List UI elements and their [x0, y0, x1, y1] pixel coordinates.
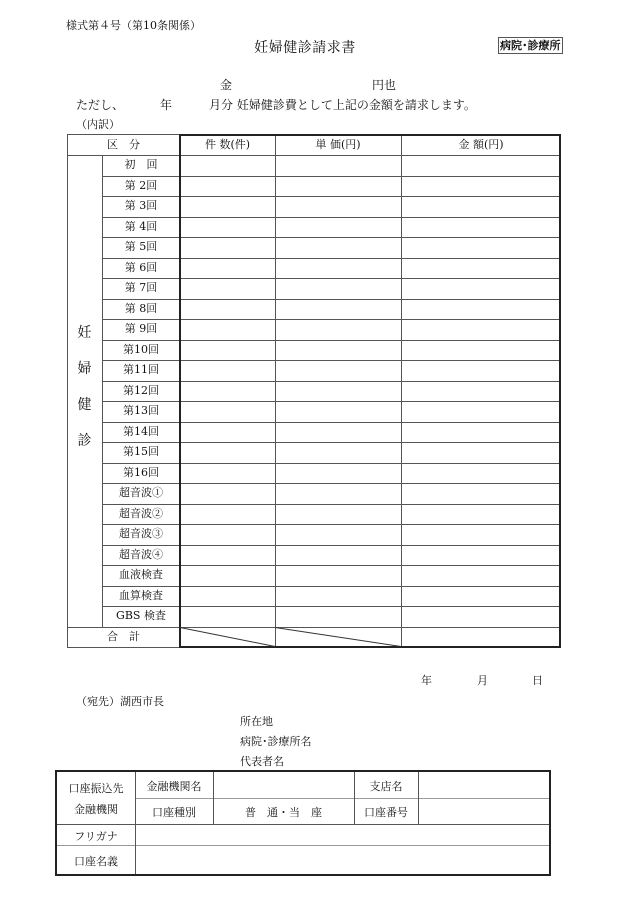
count-cell[interactable] — [181, 483, 275, 504]
row-label: 血算検査 — [119, 588, 163, 602]
unit-price-cell[interactable] — [276, 258, 401, 279]
count-cell[interactable] — [181, 299, 275, 320]
count-cell[interactable] — [181, 504, 275, 525]
row-label: 第13回 — [123, 404, 159, 417]
unit-price-cell[interactable] — [276, 196, 401, 217]
amount-cell[interactable] — [402, 524, 561, 545]
account-holder-label: 口座名義 — [74, 855, 118, 868]
account-type-options[interactable]: 普 通・当 座 — [245, 806, 322, 819]
unit-price-cell[interactable] — [276, 545, 401, 566]
row-label: 第 2回 — [124, 178, 158, 192]
row-label: 第16回 — [123, 465, 159, 479]
branch-name-label: 支店名 — [369, 780, 403, 793]
unit-price-cell[interactable] — [276, 422, 401, 443]
count-cell[interactable] — [181, 237, 275, 258]
amount-cell[interactable] — [402, 196, 561, 217]
account-holder-field[interactable] — [136, 846, 549, 874]
page-title: 妊婦健診請求書 — [254, 40, 356, 56]
count-cell[interactable] — [181, 524, 275, 545]
count-cell[interactable] — [181, 422, 275, 443]
unit-price-cell[interactable] — [276, 606, 401, 627]
column-header: 区 分 — [107, 138, 140, 151]
column-header: 単 価(円) — [315, 138, 361, 151]
row-label: 第 9回 — [124, 322, 158, 335]
count-cell[interactable] — [181, 586, 275, 607]
bank-table — [55, 770, 551, 876]
group-label-char: 妊 — [77, 325, 92, 341]
hospital-name-label: 病院･診療所名 — [240, 735, 312, 748]
row-label: 第 7回 — [124, 281, 158, 294]
proviso-label: ただし、 — [76, 98, 125, 112]
total-label: 合 計 — [107, 629, 140, 643]
amount-cell[interactable] — [402, 565, 561, 586]
amount-cell[interactable] — [402, 483, 561, 504]
addressee: （宛先）湖西市長 — [76, 695, 164, 708]
count-cell[interactable] — [181, 401, 275, 422]
unit-price-cell[interactable] — [276, 524, 401, 545]
date-year-label: 年 — [421, 674, 432, 687]
count-cell[interactable] — [181, 176, 275, 197]
count-cell[interactable] — [181, 463, 275, 484]
row-label: 第11回 — [123, 363, 159, 376]
unit-price-cell[interactable] — [276, 360, 401, 381]
row-label: 第12回 — [123, 383, 159, 397]
count-cell[interactable] — [181, 217, 275, 238]
amount-cell[interactable] — [402, 586, 561, 607]
unit-price-cell[interactable] — [276, 176, 401, 197]
amount-cell[interactable] — [402, 545, 561, 566]
account-type-label: 口座種別 — [152, 806, 196, 819]
unit-price-cell[interactable] — [276, 340, 401, 361]
count-cell[interactable] — [181, 442, 275, 463]
date-month-label: 月 — [477, 674, 488, 687]
row-label: 第 8回 — [124, 301, 158, 315]
institution-name-label: 金融機関名 — [146, 780, 202, 793]
count-cell[interactable] — [181, 258, 275, 279]
table-border-left — [67, 134, 68, 648]
row-label: 超音波① — [119, 486, 163, 499]
count-cell[interactable] — [181, 319, 275, 340]
unit-price-cell[interactable] — [276, 237, 401, 258]
row-label: 第 5回 — [124, 240, 158, 253]
unit-price-cell[interactable] — [276, 278, 401, 299]
amount-cell[interactable] — [402, 217, 561, 238]
count-cell[interactable] — [181, 340, 275, 361]
column-header: 件 数(件) — [204, 138, 251, 151]
amount-prefix: 金 — [220, 78, 233, 92]
count-cell[interactable] — [181, 545, 275, 566]
count-cell[interactable] — [181, 565, 275, 586]
amount-cell[interactable] — [402, 422, 561, 443]
unit-price-cell[interactable] — [276, 586, 401, 607]
count-cell[interactable] — [181, 155, 275, 176]
row-label: 第14回 — [123, 424, 159, 438]
count-cell[interactable] — [181, 196, 275, 217]
count-cell[interactable] — [181, 381, 275, 402]
amount-cell[interactable] — [402, 401, 561, 422]
row-label: 第 3回 — [124, 199, 158, 212]
amount-cell[interactable] — [402, 278, 561, 299]
unit-price-cell[interactable] — [276, 319, 401, 340]
group-label-char: 健 — [77, 397, 92, 413]
column-header: 金 額(円) — [458, 138, 504, 151]
institution-name-field[interactable] — [214, 772, 354, 798]
unit-price-cell[interactable] — [276, 401, 401, 422]
amount-cell[interactable] — [402, 258, 561, 279]
row-label: 血液検査 — [119, 568, 163, 581]
amount-cell[interactable] — [402, 237, 561, 258]
row-label: 超音波② — [119, 506, 163, 520]
unit-price-cell[interactable] — [276, 381, 401, 402]
amount-cell[interactable] — [402, 463, 561, 484]
date-day-label: 日 — [532, 674, 543, 687]
count-cell[interactable] — [181, 606, 275, 627]
row-label: 超音波③ — [119, 527, 163, 540]
unit-price-cell[interactable] — [276, 217, 401, 238]
unit-price-cell[interactable] — [276, 299, 401, 320]
claim-year-label: 年 — [160, 98, 173, 112]
count-cell[interactable] — [181, 360, 275, 381]
amount-cell[interactable] — [402, 176, 561, 197]
unit-price-cell[interactable] — [276, 565, 401, 586]
account-number-label: 口座番号 — [364, 806, 408, 819]
row-label: 第 4回 — [124, 219, 158, 233]
furigana-label: フリガナ — [74, 830, 118, 843]
form-number: 様式第４号（第10条関係） — [66, 19, 201, 32]
facility-badge: 病院･診療所 — [500, 39, 561, 52]
amount-cell[interactable] — [402, 442, 561, 463]
count-cell[interactable] — [181, 278, 275, 299]
furigana-field[interactable] — [136, 825, 549, 845]
amount-cell[interactable] — [402, 155, 561, 176]
bank-section-label-2: 金融機関 — [74, 803, 118, 816]
total-amount-cell[interactable] — [402, 627, 561, 647]
breakdown-label: （内訳） — [76, 118, 120, 131]
unit-price-cell[interactable] — [276, 483, 401, 504]
location-label: 所在地 — [240, 715, 273, 728]
branch-name-field[interactable] — [419, 772, 549, 798]
unit-price-cell[interactable] — [276, 463, 401, 484]
claim-month-text: 月分 妊婦健診費として上記の金額を請求します。 — [209, 98, 476, 112]
row-label: 第10回 — [123, 342, 159, 356]
unit-price-cell[interactable] — [276, 155, 401, 176]
amount-cell[interactable] — [402, 340, 561, 361]
unit-price-cell[interactable] — [276, 504, 401, 525]
row-label: 初 回 — [124, 158, 158, 171]
amount-suffix: 円也 — [372, 78, 397, 92]
group-label-char: 婦 — [77, 361, 92, 377]
row-label: GBS 検査 — [116, 609, 166, 622]
amount-cell[interactable] — [402, 504, 561, 525]
breakdown-table — [67, 134, 561, 648]
row-label: 超音波④ — [119, 547, 163, 561]
amount-cell[interactable] — [402, 319, 561, 340]
row-label: 第 6回 — [124, 260, 158, 274]
representative-label: 代表者名 — [240, 755, 284, 768]
unit-price-cell[interactable] — [276, 442, 401, 463]
row-label: 第15回 — [123, 445, 159, 458]
amount-cell[interactable] — [402, 299, 561, 320]
table-border-bottom — [67, 647, 180, 648]
group-label-char: 診 — [77, 433, 92, 449]
bank-section-label-1: 口座振込先 — [68, 782, 124, 795]
account-number-field[interactable] — [419, 799, 549, 824]
amount-cell[interactable] — [402, 381, 561, 402]
amount-cell[interactable] — [402, 360, 561, 381]
amount-cell[interactable] — [402, 606, 561, 627]
